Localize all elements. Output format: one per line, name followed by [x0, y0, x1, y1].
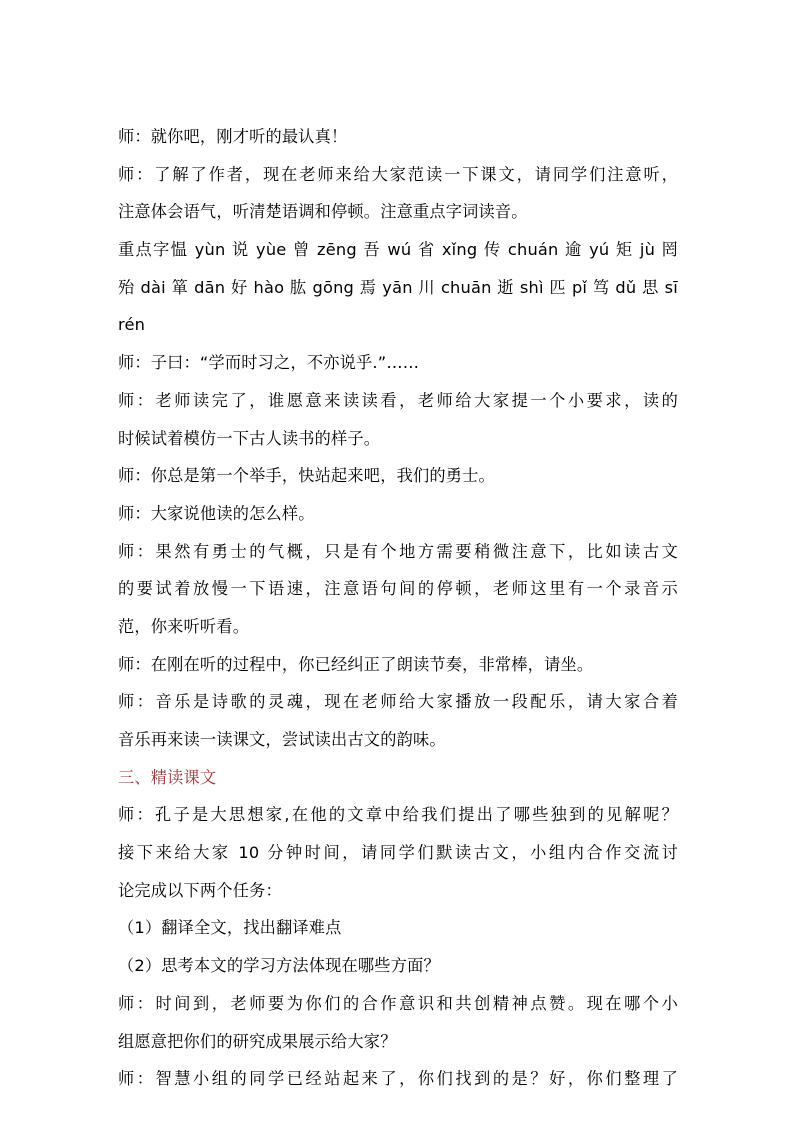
section-heading: 三、精读课文 — [118, 767, 217, 787]
paragraph-line: 师：在刚在听的过程中，你已经纠正了朗读节奏，非常棒，请坐。 — [118, 654, 594, 674]
paragraph-line: 的要试着放慢一下语速，注意语句间的停顿，老师这里有一个录音示 — [118, 579, 678, 599]
paragraph-line: 重点字愠 yùn 说 yùe 曾 zēng 吾 wú 省 xǐng 传 chuán 逾 yú 矩 jù 罔 — [118, 240, 678, 260]
paragraph-line: 师：孔子是大思想家,在他的文章中给我们提出了哪些独到的见解呢？ — [118, 805, 678, 825]
paragraph-line: 音乐再来读一读课文，尝试读出古文的韵味。 — [118, 730, 446, 749]
paragraph-line: 接下来给大家 10 分钟时间，请同学们默读古文，小组内合作交流讨 — [118, 843, 678, 863]
paragraph-line: rén — [118, 315, 146, 335]
paragraph-line: （1）翻译全文，找出翻译难点 — [118, 918, 342, 938]
paragraph-line: 师：音乐是诗歌的灵魂，现在老师给大家播放一段配乐，请大家合着 — [118, 692, 678, 712]
paragraph-line: 殆 dài 箪 dān 好 hào 肱 gōng 焉 yān 川 chuān 逝 shì 匹 pǐ 笃 dǔ 思 sī — [118, 277, 678, 297]
paragraph-line: 组愿意把你们的研究成果展示给大家？ — [118, 1031, 397, 1051]
paragraph-line: 师：子曰：“学而时习之，不亦说乎.”…… — [118, 353, 420, 373]
document-page — [118, 118, 678, 1098]
paragraph-line: 注意体会语气，听清楚语调和停顿。注意重点字词读音。 — [118, 202, 528, 222]
paragraph-line: 师：智慧小组的同学已经站起来了，你们找到的是？好，你们整理了 — [118, 1069, 678, 1089]
paragraph-line: （2）思考本文的学习方法体现在哪些方面？ — [118, 956, 440, 976]
paragraph-line: 范，你来听听看。 — [118, 616, 250, 636]
paragraph-line: 师：大家说他读的怎么样。 — [118, 503, 315, 523]
paragraph-line: 师：就你吧，刚才听的最认真！ — [118, 127, 348, 146]
paragraph-line: 师：了解了作者，现在老师来给大家范读一下课文，请同学们注意听， — [118, 164, 678, 184]
paragraph-line: 师：老师读完了，谁愿意来读读看，老师给大家提一个小要求，读的 — [118, 390, 678, 410]
paragraph-line: 论完成以下两个任务： — [118, 880, 282, 900]
paragraph-line: 师：果然有勇士的气概，只是有个地方需要稍微注意下，比如读古文 — [118, 541, 678, 561]
paragraph-line: 师：时间到，老师要为你们的合作意识和共创精神点赞。现在哪个小 — [118, 993, 678, 1013]
paragraph-line: 师：你总是第一个举手，快站起来吧，我们的勇士。 — [118, 466, 495, 486]
paragraph-line: 时候试着模仿一下古人读书的样子。 — [118, 428, 381, 448]
